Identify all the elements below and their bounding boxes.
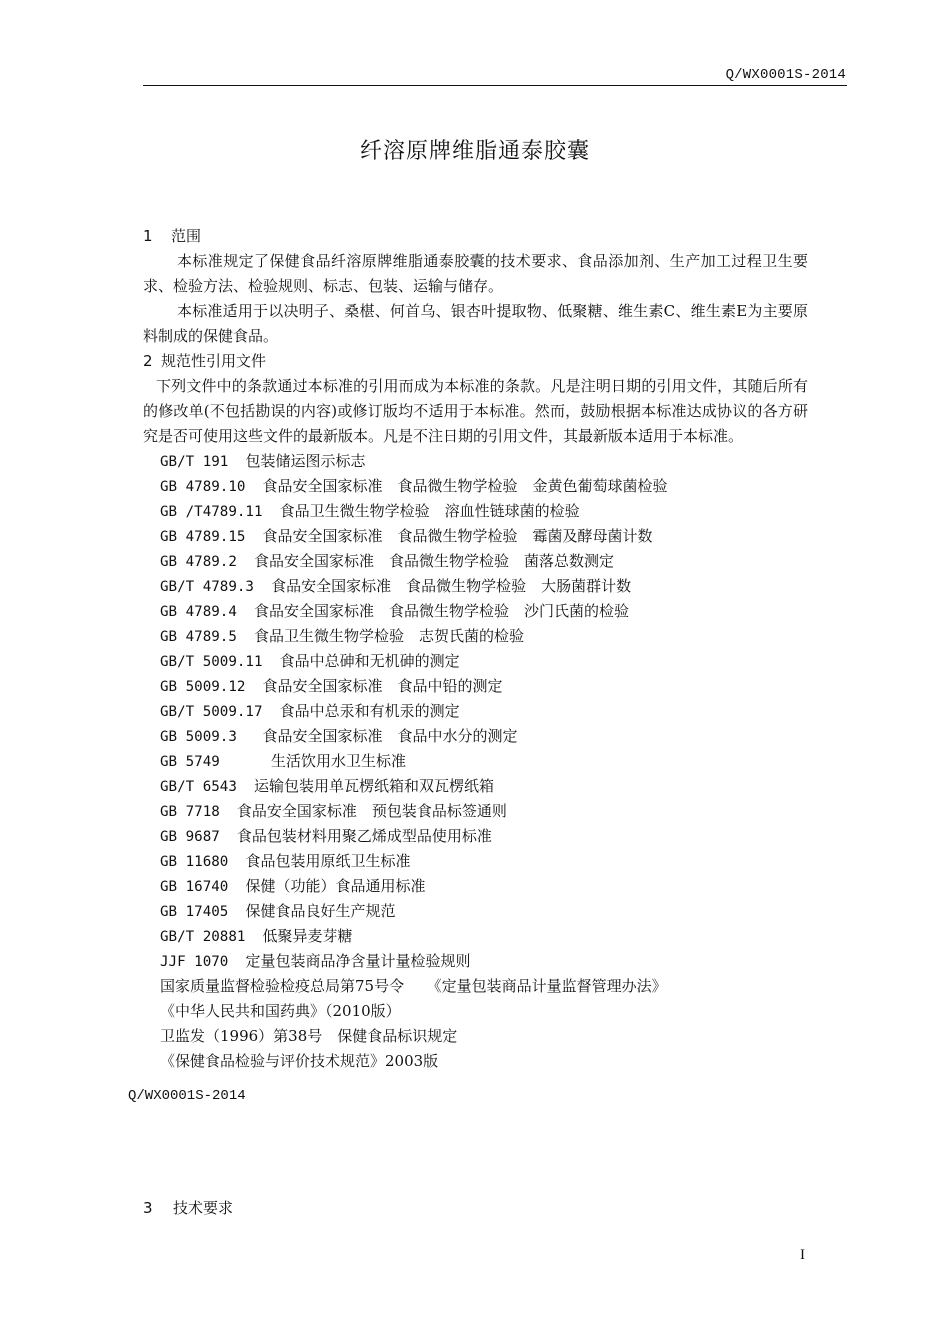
reference-gap: [237, 629, 254, 645]
reference-title: 生活饮用水卫生标准: [271, 752, 407, 770]
reference-item: [160, 899, 808, 924]
reference-gap: [228, 854, 245, 870]
reference-code: GB/T 4789.3: [160, 579, 254, 595]
reference-item: [160, 874, 808, 899]
section-1-heading: [143, 224, 808, 249]
reference-title: 食品卫生微生物学检验 溶血性链球菌的检验: [279, 502, 580, 520]
reference-decree: 国家质量监督检验检疫总局第75号令 《定量包装商品计量监督管理办法》: [160, 977, 667, 995]
reference-gap: [228, 904, 245, 920]
reference-title: 食品中总汞和有机汞的测定: [279, 702, 460, 720]
reference-item: [160, 474, 808, 499]
reference-item: [160, 749, 808, 774]
reference-title: 食品安全国家标准 食品中水分的测定: [262, 727, 518, 745]
header-standard-code: Q/WX0001S-2014: [725, 67, 846, 83]
reference-item: [160, 824, 808, 849]
reference-code: GB 5009.3: [160, 729, 237, 745]
reference-item: [160, 724, 808, 749]
reference-title: 食品卫生微生物学检验 志贺氏菌的检验: [253, 627, 524, 645]
document-body: [143, 224, 808, 1074]
reference-item: [160, 449, 808, 474]
reference-code: GB/T 6543: [160, 779, 237, 795]
header-divider: [143, 85, 847, 86]
reference-item: [160, 699, 808, 724]
reference-gap: [220, 754, 271, 770]
reference-code: GB 4789.2: [160, 554, 237, 570]
reference-item: [160, 799, 808, 824]
reference-weijian: 卫监发（1996）第38号 保健食品标识规定: [160, 1027, 458, 1045]
reference-item: [160, 774, 808, 799]
section-2-title: 规范性引用文件: [161, 352, 267, 370]
reference-title: 运输包装用单瓦楞纸箱和双瓦楞纸箱: [253, 777, 494, 795]
reference-title: 食品安全国家标准 食品微生物学检验 金黄色葡萄球菌检验: [262, 477, 668, 495]
reference-gap: [220, 829, 237, 845]
reference-item: [160, 524, 808, 549]
reference-title: 食品安全国家标准 食品微生物学检验 霉菌及酵母菌计数: [262, 527, 653, 545]
reference-gap: [228, 879, 245, 895]
reference-code: GB/T 5009.11: [160, 654, 263, 670]
reference-list: [143, 449, 808, 974]
reference-item: [160, 549, 808, 574]
reference-gap: [245, 479, 262, 495]
reference-gap: [245, 929, 262, 945]
reference-pharmacopoeia: 《中华人民共和国药典》（2010版）: [160, 1002, 401, 1020]
reference-gap: [220, 804, 237, 820]
reference-title: 食品安全国家标准 食品微生物学检验 大肠菌群计数: [271, 577, 632, 595]
reference-title: 食品安全国家标准 食品中铅的测定: [262, 677, 503, 695]
reference-code: GB/T 5009.17: [160, 704, 263, 720]
section-1-paragraph-1: 本标准规定了保健食品纤溶原牌维脂通泰胶囊的技术要求、食品添加剂、生产加工过程卫生要求、检验方法、检验规则、标志、包装、运输与储存。: [143, 252, 808, 295]
section-3-number: 3: [143, 1199, 153, 1217]
footer-standard-code: Q/WX0001S-2014: [128, 1088, 246, 1104]
reference-code: GB 4789.15: [160, 529, 246, 545]
reference-item: [160, 949, 808, 974]
section-3-heading: [143, 1196, 233, 1221]
reference-gap: [228, 454, 245, 470]
reference-item: [160, 849, 808, 874]
reference-spec: 《保健食品检验与评价技术规范》2003版: [160, 1052, 439, 1070]
reference-title: 食品安全国家标准 预包装食品标签通则: [236, 802, 507, 820]
section-1-number: 1: [143, 227, 153, 245]
reference-gap: [237, 554, 254, 570]
reference-code: GB 4789.5: [160, 629, 237, 645]
reference-gap: [237, 729, 263, 745]
reference-gap: [245, 529, 262, 545]
reference-title: 食品包装材料用聚乙烯成型品使用标准: [236, 827, 492, 845]
reference-item: [160, 574, 808, 599]
reference-title: 食品安全国家标准 食品微生物学检验 沙门氏菌的检验: [253, 602, 629, 620]
reference-code: GB 11680: [160, 854, 229, 870]
section-1-paragraph-2: 本标准适用于以决明子、桑椹、何首乌、银杏叶提取物、低聚糖、维生素C、维生素E为主要原料制成的保健食品。: [143, 302, 808, 345]
section-3-title: 技术要求: [173, 1199, 234, 1217]
reference-code: GB 5009.12: [160, 679, 246, 695]
reference-gap: [263, 504, 280, 520]
page-number: I: [800, 1247, 805, 1263]
reference-code: GB 7718: [160, 804, 220, 820]
reference-title: 食品中总砷和无机砷的测定: [279, 652, 460, 670]
reference-gap: [245, 679, 262, 695]
reference-gap: [263, 704, 280, 720]
section-1-title: 范围: [171, 227, 202, 245]
reference-title: 保健食品良好生产规范: [245, 902, 396, 920]
reference-title: 保健（功能）食品通用标准: [245, 877, 426, 895]
reference-title: 食品包装用原纸卫生标准: [245, 852, 411, 870]
reference-gap: [237, 779, 254, 795]
reference-item: [160, 674, 808, 699]
reference-item: [160, 924, 808, 949]
reference-item: [160, 599, 808, 624]
reference-gap: [254, 579, 271, 595]
reference-code: GB 4789.10: [160, 479, 246, 495]
reference-code: JJF 1070: [160, 954, 229, 970]
reference-gap: [228, 954, 245, 970]
reference-title: 食品安全国家标准 食品微生物学检验 菌落总数测定: [253, 552, 614, 570]
reference-item: [160, 499, 808, 524]
reference-gap: [263, 654, 280, 670]
reference-item: [160, 649, 808, 674]
reference-code: GB/T 20881: [160, 929, 246, 945]
reference-code: GB 16740: [160, 879, 229, 895]
reference-code: GB 17405: [160, 904, 229, 920]
reference-code: GB 4789.4: [160, 604, 237, 620]
reference-code: GB/T 191: [160, 454, 229, 470]
reference-title: 低聚异麦芽糖: [262, 927, 353, 945]
section-2-heading: [143, 349, 808, 374]
document-title: 纤溶原牌维脂通泰胶囊: [359, 139, 590, 164]
reference-gap: [237, 604, 254, 620]
reference-title: 定量包装商品净含量计量检验规则: [245, 952, 471, 970]
reference-code: GB 5749: [160, 754, 220, 770]
section-2-number: 2: [143, 352, 153, 370]
section-2-intro: 下列文件中的条款通过本标准的引用而成为本标准的条款。凡是注明日期的引用文件，其随后所有的修改单(不包括勘误的内容)或修订版均不适用于本标准。然而，鼓励根据本标准达成协议的各方研究是否可使用这些文件的最新版本。凡是不注日期的引用文件，其最新版本适用于本标准。: [143, 377, 808, 445]
reference-item: [160, 624, 808, 649]
reference-title: 包装储运图示标志: [245, 452, 366, 470]
reference-code: GB /T4789.11: [160, 504, 263, 520]
reference-code: GB 9687: [160, 829, 220, 845]
